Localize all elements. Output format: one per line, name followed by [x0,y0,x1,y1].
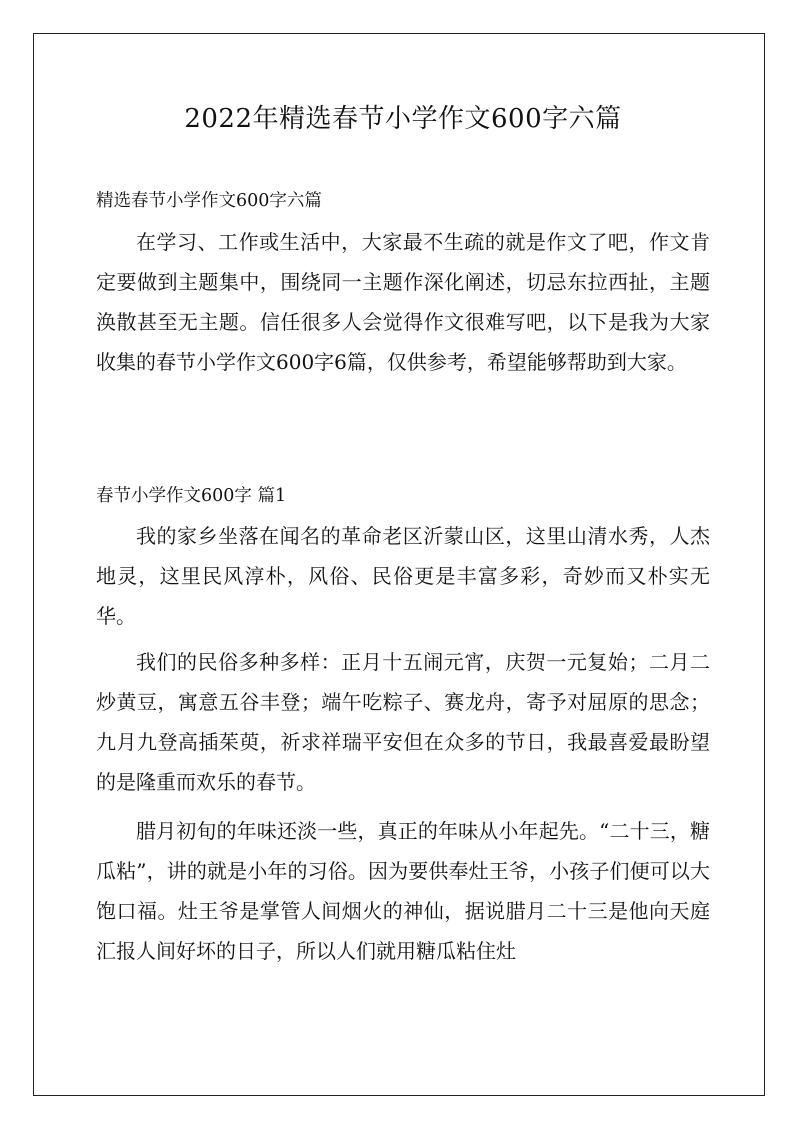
intro-paragraph: 在学习、工作或生活中，大家最不生疏的就是作文了吧，作文肯定要做到主题集中，围绕同一主题作深化阐述，切忌东拉西扯，主题涣散甚至无主题。信任很多人会觉得作文很难写吧，以下是我为大家收集的春节小学作文600字6篇，仅供参考，希望能够帮助到大家。 [96,230,710,374]
essay-paragraph: 腊月初旬的年味还淡一些，真正的年味从小年起先。“二十三，糖瓜粘”，讲的就是小年的习俗。因为要供奉灶王爷，小孩子们便可以大饱口福。灶王爷是掌管人间烟火的神仙，据说腊月二十三是他向天庭汇报人间好坏的日子，所以人们就用糖瓜粘住灶 [96,819,710,963]
section-heading: 精选春节小学作文600字六篇 [96,191,322,211]
essay-paragraph: 我们的民俗多种多样：正月十五闹元宵，庆贺一元复始；二月二炒黄豆，寓意五谷丰登；端午吃粽子、赛龙舟，寄予对屈原的思念；九月九登高插茱萸，祈求祥瑞平安但在众多的节日，我最喜爱最盼望的是隆重而欢乐的春节。 [96,650,710,794]
essay-heading: 春节小学作文600字 篇1 [96,486,287,506]
document-title: 2022年精选春节小学作文600字六篇 [184,104,622,134]
essay-paragraph: 我的家乡坐落在闻名的革命老区沂蒙山区，这里山清水秀，人杰地灵，这里民风淳朴，风俗、民俗更是丰富多彩，奇妙而又朴实无华。 [96,524,710,628]
